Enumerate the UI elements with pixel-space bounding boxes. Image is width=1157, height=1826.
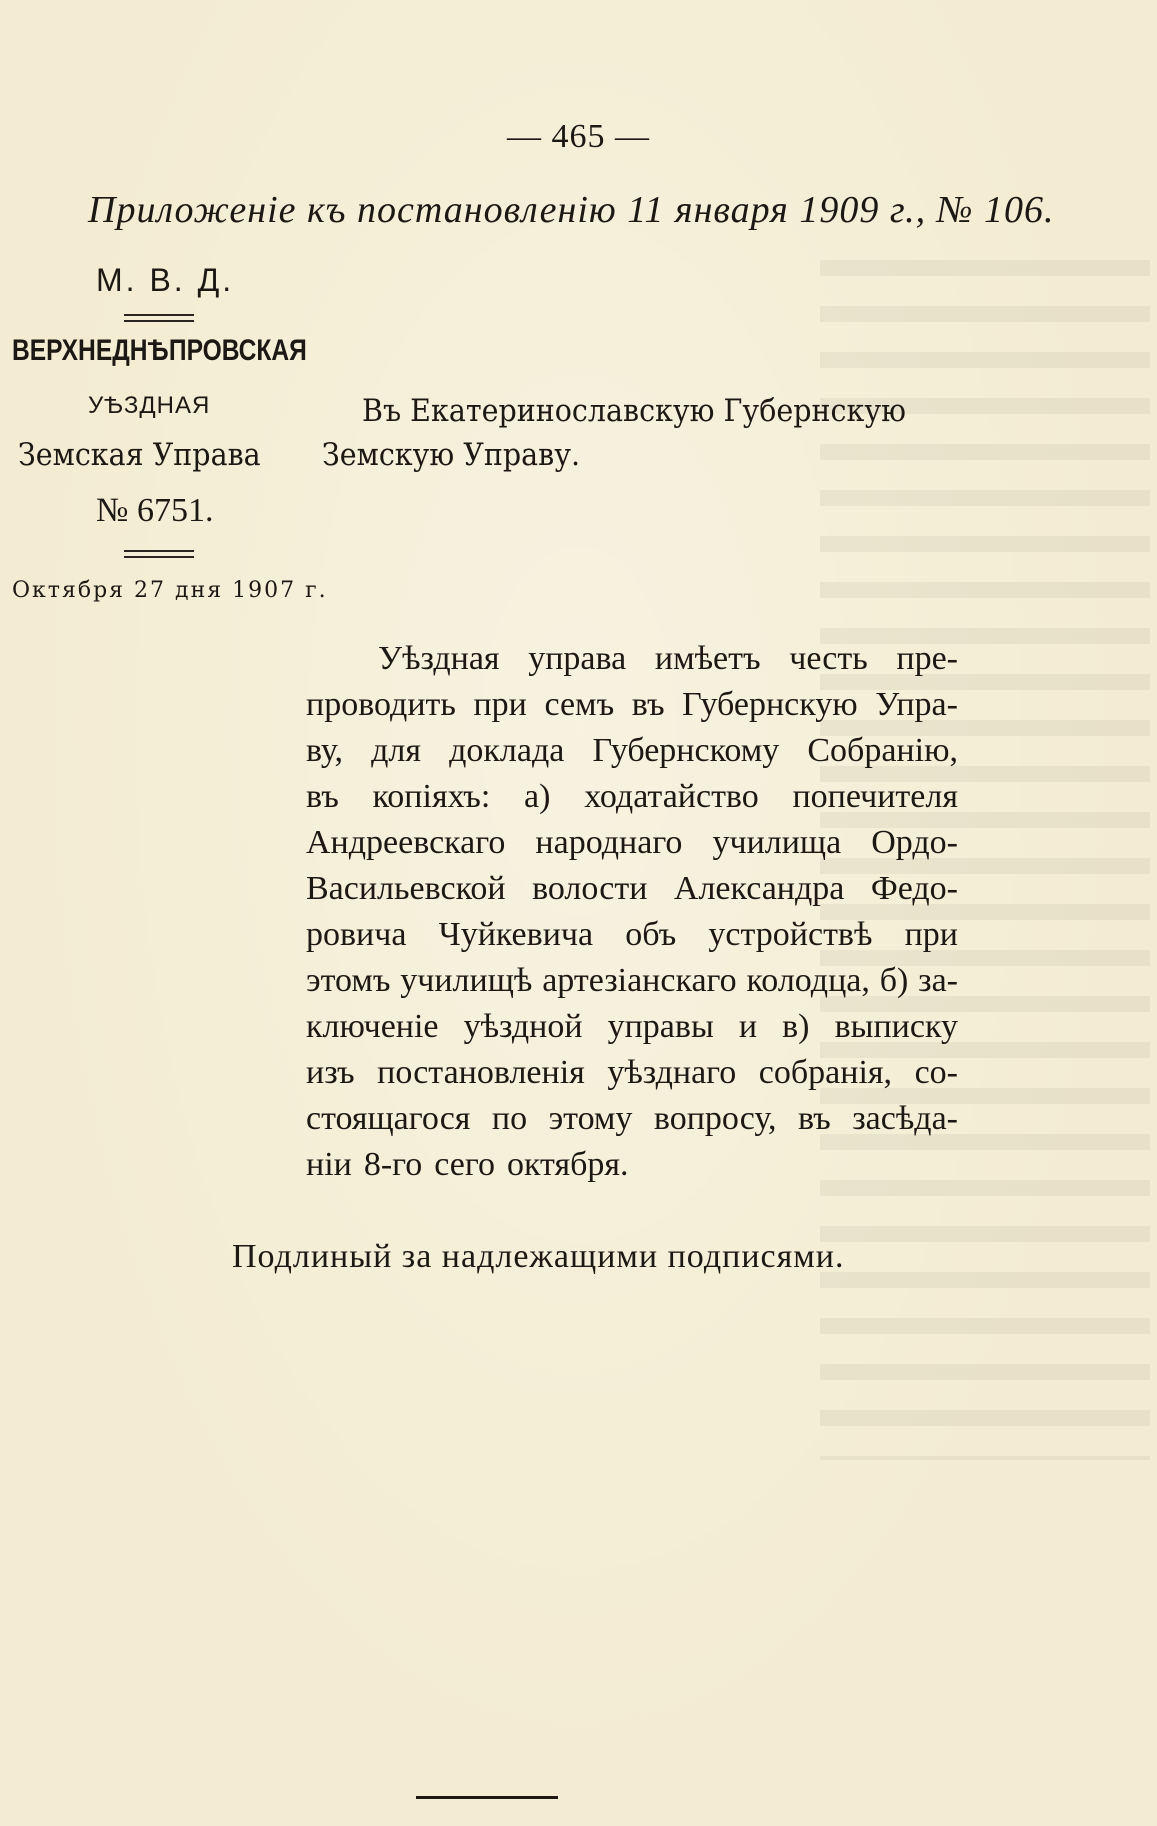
body-line (306, 728, 958, 774)
body-word: ніи (306, 1146, 352, 1183)
body-word: Уѣздная (378, 640, 500, 677)
body-word: управа (528, 640, 627, 677)
outgoing-number: № 6751. (96, 492, 214, 529)
end-rule (416, 1796, 558, 1799)
body-word: училищѣ (400, 962, 533, 999)
body-word: уѣздной (463, 1008, 583, 1045)
body-word: Чуйкевича (438, 916, 594, 953)
body-word: Губернскому (592, 732, 780, 769)
body-word: народнаго (535, 824, 683, 861)
body-word: этомъ (306, 962, 391, 999)
body-word: ровича (306, 916, 407, 953)
page-number: — 465 — (507, 118, 650, 155)
body-word: Андреевскаго (306, 824, 506, 861)
body-word: ходатайство (584, 778, 759, 815)
body-line (306, 1004, 958, 1050)
body-word: Упра- (875, 686, 958, 723)
body-word: Александра (673, 870, 845, 907)
addressee-line-1: Въ Екатеринославскую Губернскую (362, 393, 906, 429)
body-word: октября. (506, 1146, 629, 1183)
body-word: Собранію, (807, 732, 958, 769)
body-word: Ордо- (871, 824, 958, 861)
body-word: вопросу, (653, 1100, 777, 1137)
body-word: въ (306, 778, 339, 815)
appendix-title: Приложеніе къ постановленію 11 января 1909 г., № 106. (88, 189, 1055, 231)
body-word: въ (797, 1100, 831, 1137)
body-word: въ (631, 686, 665, 723)
ministry-abbrev: М. В. Д. (96, 262, 235, 298)
body-word: артезіанскаго (542, 962, 737, 999)
body-line (306, 1142, 958, 1188)
body-word: за- (918, 962, 958, 999)
divider-top-1 (124, 314, 194, 316)
body-line (306, 1050, 958, 1096)
signature-note: Подлиный за надлежащими подписями. (232, 1238, 845, 1275)
body-line (306, 636, 958, 682)
body-word: в) (782, 1008, 810, 1045)
body-word: для (371, 732, 421, 769)
body-word: проводить (306, 686, 456, 723)
body-word: б) (879, 962, 909, 999)
body-line (306, 866, 958, 912)
body-word: объ (625, 916, 677, 953)
addressee-line-2: Земскую Управу. (322, 437, 581, 473)
body-word: засѣда- (852, 1100, 958, 1137)
body-word: ву, (306, 732, 343, 769)
body-word: доклада (449, 732, 565, 769)
body-word: этому (548, 1100, 633, 1137)
office-board: Земская Управа (18, 437, 261, 473)
body-word: пре- (896, 640, 958, 677)
body-word: ключеніе (306, 1008, 439, 1045)
body-line (306, 912, 958, 958)
divider-bottom-1 (124, 550, 194, 552)
body-line (306, 1096, 958, 1142)
body-word: Васильевской (306, 870, 506, 907)
body-word: постановленія (377, 1054, 585, 1091)
body-word: управы (607, 1008, 714, 1045)
office-name: ВЕРХНЕДНѢПРОВСКАЯ (12, 334, 307, 367)
body-word: честь (789, 640, 868, 677)
body-word: сего (434, 1146, 495, 1183)
office-type: УѢЗДНАЯ (88, 392, 211, 419)
body-word: собранія, (758, 1054, 893, 1091)
body-word: по (491, 1100, 528, 1137)
body-word: имѣетъ (654, 640, 761, 677)
body-word: стоящагося (306, 1100, 471, 1137)
body-word: при (904, 916, 958, 953)
body-word: волости (532, 870, 648, 907)
divider-bottom-2 (124, 556, 194, 558)
body-word: изъ (306, 1054, 355, 1091)
body-word: а) (524, 778, 551, 815)
divider-top-2 (124, 320, 194, 322)
body-word: выписку (834, 1008, 958, 1045)
letter-date: Октября 27 дня 1907 г. (12, 578, 328, 603)
body-line (306, 682, 958, 728)
body-word: училища (712, 824, 842, 861)
body-word: попечителя (792, 778, 958, 815)
body-line (306, 774, 958, 820)
body-word: 8-го (363, 1146, 423, 1183)
body-word: колодца, (746, 962, 870, 999)
body-word: при (473, 686, 527, 723)
body-word: семъ (544, 686, 615, 723)
body-line (306, 820, 958, 866)
body-word: со- (914, 1054, 958, 1091)
body-word: Губернскую (682, 686, 858, 723)
letter-body (306, 636, 958, 1188)
body-word: уѣзднаго (607, 1054, 737, 1091)
body-word: устройствѣ (708, 916, 873, 953)
body-word: Федо- (870, 870, 958, 907)
body-word: и (738, 1008, 758, 1045)
body-word: копіяхъ: (372, 778, 491, 815)
body-line (306, 958, 958, 1004)
